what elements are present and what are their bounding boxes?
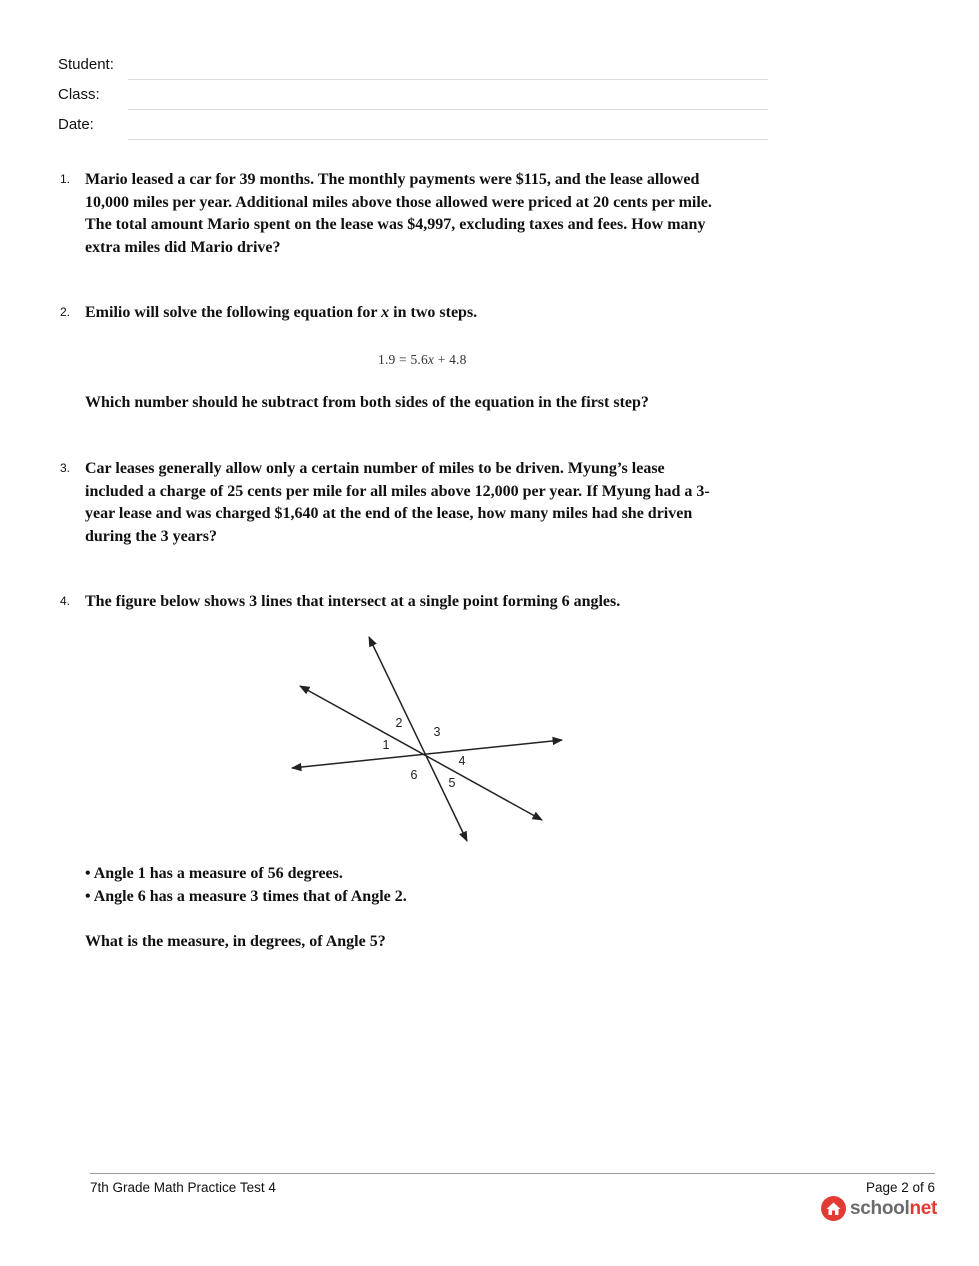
- intersecting-lines-figure: [288, 630, 573, 850]
- question-2-prompt: [85, 302, 775, 325]
- logo-school: school: [850, 1197, 910, 1219]
- question-1-text: [85, 169, 775, 259]
- question-3-text: [85, 458, 775, 548]
- question-4-bullets: [85, 863, 407, 908]
- footer-test-title: 7th Grade Math Practice Test 4: [90, 1180, 276, 1195]
- date-label: Date:: [58, 116, 94, 133]
- equation-lhs: 1.9 = 5.6: [378, 352, 428, 367]
- question-1-line-2: 10,000 miles per year. Additional miles above those allowed were priced at 20 cents per mile.: [85, 193, 712, 211]
- logo-net: net: [909, 1197, 938, 1219]
- footer-page-number: Page 2 of 6: [865, 1180, 935, 1195]
- angle-label-1: 1: [382, 738, 390, 752]
- question-1-number: 1.: [60, 172, 71, 186]
- angle-label-3: 3: [433, 725, 441, 739]
- question-2-question: Which number should he subtract from both sides of the equation in the first step?: [85, 394, 649, 411]
- question-1-line-4: extra miles did Mario drive?: [85, 238, 281, 256]
- footer-divider: [90, 1173, 935, 1174]
- class-label: Class:: [58, 86, 100, 103]
- question-4-number: 4.: [60, 594, 71, 608]
- date-field-line: [128, 139, 768, 140]
- question-2-prompt-after: in two steps.: [389, 304, 478, 321]
- class-field-line: [128, 109, 768, 110]
- house-icon: [820, 1195, 847, 1222]
- question-3-line-3: year lease and was charged $1,640 at the end of the lease, how many miles had she driven: [85, 505, 693, 522]
- angle-label-2: 2: [395, 716, 403, 730]
- question-3-line-1: Car leases generally allow only a certain number of miles to be driven. Myung’s lease: [85, 460, 665, 477]
- question-4-prompt: The figure below shows 3 lines that intersect at a single point forming 6 angles.: [85, 593, 621, 610]
- angle-label-4: 4: [458, 754, 466, 768]
- question-4-question: What is the measure, in degrees, of Angle 5?: [85, 933, 386, 950]
- schoolnet-wordmark: [850, 1198, 937, 1220]
- question-3-line-2: included a charge of 25 cents per mile for all miles above 12,000 per year. If Myung had a 3-: [85, 482, 710, 500]
- angle-label-6: 6: [410, 768, 418, 782]
- equation-rhs: + 4.8: [434, 352, 467, 367]
- line-descending: [300, 686, 542, 820]
- line-horizontal: [292, 740, 562, 768]
- question-2-prompt-before: Emilio will solve the following equation for: [85, 304, 382, 321]
- question-1-line-3: The total amount Mario spent on the lease was $4,997, excluding taxes and fees. How many: [85, 216, 706, 233]
- angle-label-5: 5: [448, 776, 456, 790]
- equation: [378, 352, 467, 368]
- question-2-prompt-var: x: [381, 304, 390, 321]
- question-2-number: 2.: [60, 305, 71, 319]
- student-field-line: [128, 79, 768, 80]
- question-3-number: 3.: [60, 461, 71, 475]
- question-3-line-4: during the 3 years?: [85, 527, 217, 545]
- equation-var: x: [427, 352, 435, 367]
- bullet-angle-6: • Angle 6 has a measure 3 times that of Angle 2.: [85, 887, 407, 905]
- question-1-line-1: Mario leased a car for 39 months. The monthly payments were $115, and the lease allowed: [85, 171, 700, 188]
- schoolnet-logo: [820, 1195, 937, 1222]
- student-label: Student:: [58, 56, 114, 73]
- bullet-angle-1: • Angle 1 has a measure of 56 degrees.: [85, 865, 343, 882]
